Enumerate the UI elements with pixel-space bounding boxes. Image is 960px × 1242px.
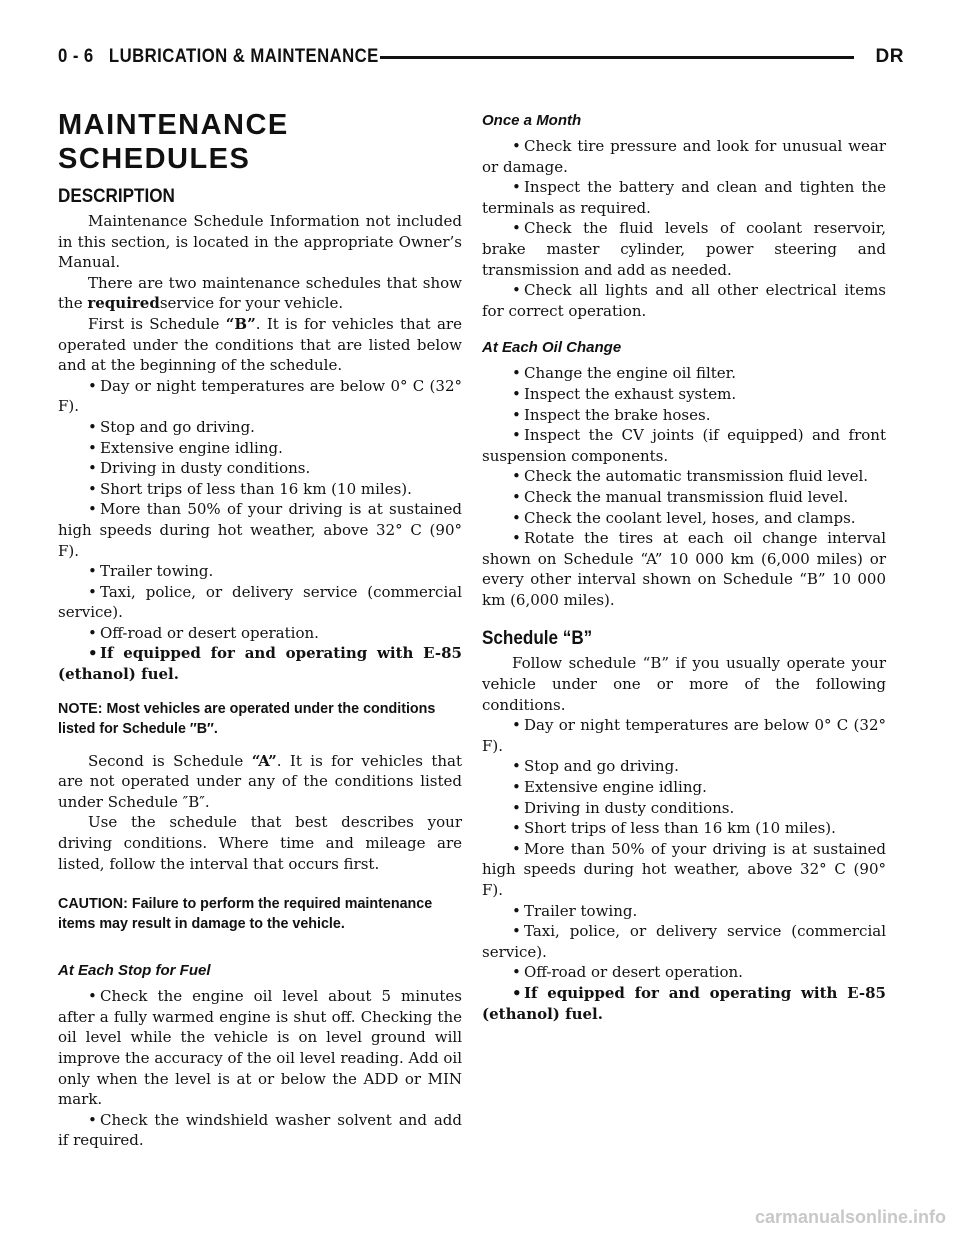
- list-item: • If equipped for and operating with E-85 (ethanol) fuel.: [482, 983, 886, 1023]
- list-item: • Extensive engine idling.: [512, 778, 707, 797]
- fuel-stop-list: [58, 986, 462, 1151]
- schedule-b-list: [482, 715, 886, 983]
- bullet-icon: •: [88, 417, 97, 436]
- page-title: MAINTENANCE SCHEDULES: [58, 109, 289, 175]
- fuel-stop-heading: At Each Stop for Fuel: [58, 962, 211, 980]
- list-item: • Rotate the tires at each oil change interval shown on Schedule “A” 10 000 km (6,000 miles) or every other interval shown on Schedule “B” 10 000 km (6,000 miles).: [482, 529, 886, 609]
- list-item: • Inspect the CV joints (if equipped) and front suspension components.: [482, 426, 886, 465]
- bullet-icon: •: [512, 716, 521, 735]
- schedule-b-list-bold: [482, 983, 886, 1024]
- bullet-icon: •: [88, 438, 97, 457]
- list-item: • More than 50% of your driving is at sustained high speeds during hot weather, above 32° C (90° F).: [482, 839, 886, 899]
- list-item: • Check the engine oil level about 5 minutes after a fully warmed engine is shut off. Checking the oil level while the vehicle is on level ground will improve the accuracy of the oil level reading. Add oil only when the level is at or below the ADD or MIN mark.: [58, 987, 462, 1109]
- bullet-icon: •: [512, 508, 521, 527]
- description-paragraph-2: There are two maintenance schedules that show the requiredservice for your vehicle.: [58, 273, 462, 313]
- bullet-icon: •: [88, 562, 97, 581]
- list-item: • Off-road or desert operation.: [512, 963, 743, 982]
- header-rule: [380, 56, 854, 59]
- bullet-icon: •: [512, 798, 521, 817]
- bullet-icon: •: [512, 963, 521, 982]
- conditions-list-bold: [58, 643, 462, 684]
- list-item: • Check the manual transmission fluid level.: [512, 487, 849, 506]
- description-paragraph-3: First is Schedule “B”. It is for vehicles that are operated under the conditions that are listed below and at the beginning of the schedule.: [58, 314, 462, 375]
- bullet-icon: •: [512, 137, 521, 155]
- bullet-icon: •: [512, 426, 521, 445]
- schedule-b-heading: Schedule “B”: [482, 628, 593, 650]
- bullet-icon: •: [512, 757, 521, 776]
- list-item: • Change the engine oil filter.: [512, 364, 736, 383]
- list-item: • Off-road or desert operation.: [88, 623, 319, 642]
- conditions-list: [58, 376, 462, 644]
- oil-change-heading: At Each Oil Change: [482, 339, 622, 357]
- list-item: • Inspect the brake hoses.: [512, 405, 711, 424]
- bullet-icon: •: [512, 819, 521, 838]
- page-header: [58, 46, 904, 76]
- bullet-icon: •: [88, 459, 97, 478]
- section-title: LUBRICATION & MAINTENANCE: [108, 46, 379, 67]
- bullet-icon: •: [512, 983, 522, 1002]
- list-item: • Extensive engine idling.: [88, 438, 283, 457]
- header-page-section: [58, 46, 379, 68]
- list-item: • Day or night temperatures are below 0° C (32° F).: [482, 716, 886, 755]
- bullet-icon: •: [512, 384, 521, 403]
- list-item: • Check the fluid levels of coolant reservoir, brake master cylinder, power steering and transmission and add as needed.: [482, 219, 886, 279]
- bullet-icon: •: [88, 987, 97, 1006]
- caution-text: CAUTION: Failure to perform the required maintenance items may result in damage to the vehicle.: [58, 896, 433, 933]
- section-code: DR: [875, 46, 904, 67]
- bullet-icon: •: [88, 500, 97, 519]
- left-column: [58, 108, 462, 1151]
- page-number: 0 - 6: [58, 46, 94, 67]
- list-item: • More than 50% of your driving is at sustained high speeds during hot weather, above 32° C (90° F).: [58, 500, 462, 560]
- list-item: • Short trips of less than 16 km (10 miles).: [88, 479, 412, 498]
- bullet-icon: •: [88, 376, 97, 395]
- bullet-icon: •: [512, 778, 521, 797]
- list-item: • Driving in dusty conditions.: [88, 459, 311, 478]
- bullet-icon: •: [512, 487, 521, 506]
- list-item: • Trailer towing.: [88, 562, 214, 581]
- description-paragraph-1: Maintenance Schedule Information not included in this section, is located in the appropriate Owner’s Manual.: [58, 212, 462, 272]
- schedule-b-intro: Follow schedule “B” if you usually operate your vehicle under one or more of the following conditions.: [482, 654, 886, 714]
- bullet-icon: •: [512, 922, 521, 941]
- list-item: • Day or night temperatures are below 0° C (32° F).: [58, 376, 462, 416]
- bullet-icon: •: [512, 219, 521, 238]
- list-item: • Check the windshield washer solvent and add if required.: [58, 1110, 462, 1150]
- bullet-icon: •: [512, 839, 521, 858]
- bullet-icon: •: [512, 901, 521, 920]
- monthly-heading: Once a Month: [482, 112, 582, 129]
- watermark-text: carmanualsonline.info: [754, 1207, 946, 1227]
- list-item: • Stop and go driving.: [512, 757, 679, 776]
- list-item: • Taxi, police, or delivery service (commercial service).: [482, 922, 886, 961]
- list-item: • Trailer towing.: [512, 901, 638, 920]
- list-item: • Check the automatic transmission fluid level.: [512, 467, 869, 486]
- list-item: • Inspect the exhaust system.: [512, 384, 737, 403]
- description-heading: DESCRIPTION: [58, 186, 175, 207]
- bullet-icon: •: [512, 178, 521, 197]
- bullet-icon: •: [512, 529, 521, 548]
- description-paragraph-5: Use the schedule that best describes your driving conditions. Where time and mileage are listed, follow the interval that occurs first.: [58, 813, 462, 873]
- list-item: • Inspect the battery and clean and tighten the terminals as required.: [482, 178, 886, 217]
- bullet-icon: •: [88, 644, 98, 663]
- list-item: • Driving in dusty conditions.: [512, 798, 735, 817]
- oil-change-list: [482, 363, 886, 610]
- list-item: • Taxi, police, or delivery service (commercial service).: [58, 582, 462, 622]
- list-item: • Check the coolant level, hoses, and clamps.: [512, 508, 856, 527]
- list-item: • Stop and go driving.: [88, 417, 255, 436]
- right-column: [482, 112, 886, 1024]
- description-paragraph-4: Second is Schedule “A”. It is for vehicles that are not operated under any of the conditions listed under Schedule ″B″.: [58, 751, 462, 811]
- list-item: • Check tire pressure and look for unusual wear or damage.: [482, 137, 886, 176]
- bullet-icon: •: [512, 281, 521, 300]
- bullet-icon: •: [512, 467, 521, 486]
- monthly-list: [482, 136, 886, 321]
- list-item: • If equipped for and operating with E-85 (ethanol) fuel.: [58, 644, 462, 684]
- bullet-icon: •: [88, 479, 97, 498]
- bullet-icon: •: [512, 364, 521, 383]
- bullet-icon: •: [88, 1110, 97, 1129]
- note-text: NOTE: Most vehicles are operated under the conditions listed for Schedule ″B″.: [58, 700, 436, 737]
- bullet-icon: •: [88, 623, 97, 642]
- list-item: • Short trips of less than 16 km (10 miles).: [512, 819, 836, 838]
- bullet-icon: •: [512, 405, 521, 424]
- bullet-icon: •: [88, 582, 97, 601]
- list-item: • Check all lights and all other electrical items for correct operation.: [482, 281, 886, 320]
